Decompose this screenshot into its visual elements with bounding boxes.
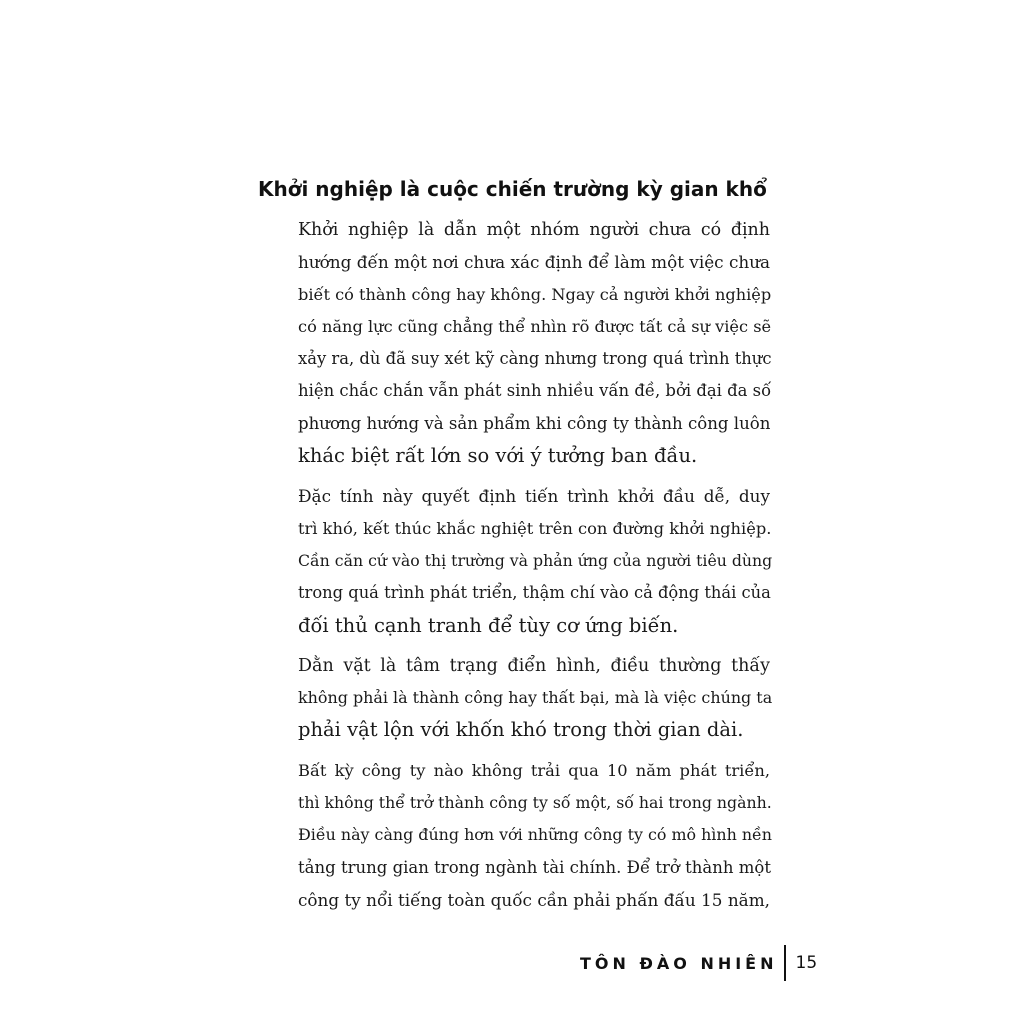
text-line: phải vật lộn với khốn khó trong thời gian dài. [298,718,744,742]
body-text [258,214,773,924]
text-line: Dằn vặt là tâm trạng điển hình, điều thường thấy [298,655,770,676]
text-line: hiện chắc chắn vẫn phát sinh nhiều vấn đề, bởi đại đa số [298,381,772,401]
running-title: TÔN ĐÀO NHIÊN [580,953,778,973]
text-line: phương hướng và sản phẩm khi công ty thành công luôn [298,413,771,433]
paragraph-4 [258,755,773,916]
text-line: Khởi nghiệp là dẫn một nhóm người chưa có định [298,220,770,240]
text-line: không phải là thành công hay thất bại, mà là việc chúng ta [298,688,773,708]
page-footer [580,946,817,980]
text-line: Cần căn cứ vào thị trường và phản ứng của người tiêu dùng [298,550,773,570]
paragraph-1 [258,214,770,472]
section-heading: Khởi nghiệp là cuộc chiến trường kỳ gian khổ [258,177,767,201]
text-line: Bất kỳ công ty nào không trải qua 10 năm phát triển, [298,760,770,780]
paragraph-2 [258,480,773,641]
text-line: biết có thành công hay không. Ngay cả người khởi nghiệp [298,284,772,304]
text-line: công ty nổi tiếng toàn quốc cần phải phấn đấu 15 năm, [298,889,770,910]
text-line: xảy ra, dù đã suy xét kỹ càng nhưng trong quá trình thực [298,349,772,369]
page-number: 15 [795,953,818,973]
text-line: tảng trung gian trong ngành tài chính. Để trở thành một [298,857,771,877]
text-line: trì khó, kết thúc khắc nghiệt trên con đường khởi nghiệp. [298,518,772,538]
footer-divider [784,945,786,981]
text-line: trong quá trình phát triển, thậm chí vào cả động thái của [298,583,771,603]
text-line: có năng lực cũng chẳng thể nhìn rõ được tất cả sự việc sẽ [298,316,772,336]
text-line: Đặc tính này quyết định tiến trình khởi đầu dễ, duy [298,486,770,507]
text-line: khác biệt rất lớn so với ý tưởng ban đầu. [298,444,698,468]
text-line: hướng đến một nơi chưa xác định để làm một việc chưa [298,252,771,273]
text-line: đối thủ cạnh tranh để tùy cơ ứng biến. [298,613,679,637]
text-line: thì không thể trở thành công ty số một, số hai trong ngành. [298,793,772,813]
paragraph-3 [258,650,773,747]
text-line: Điều này càng đúng hơn với những công ty có mô hình nền [298,825,773,845]
